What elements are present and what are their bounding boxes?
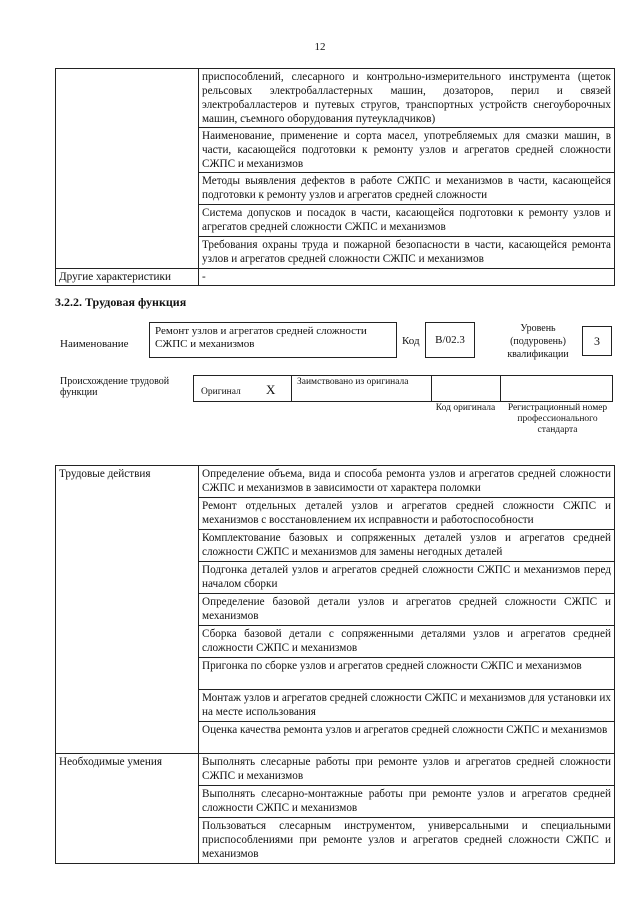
skill-item: Выполнять слесарно-монтажные работы при ремонте узлов и агрегатов средней сложности СЖПС и механизмов	[199, 786, 615, 818]
action-item: Определение базовой детали узлов и агрегатов средней сложности СЖПС и механизмов	[199, 594, 615, 626]
knowledge-item: Система допусков и посадок в части, касающейся подготовки к ремонту узлов и агрегатов средней сложности СЖПС и механизмов	[199, 205, 615, 237]
knowledge-label-cell	[56, 69, 199, 269]
action-item: Комплектование базовых и сопряженных деталей узлов и агрегатов средней сложности СЖПС и механизмов для замены негодных деталей	[199, 530, 615, 562]
knowledge-item: приспособлений, слесарного и контрольно-измерительного инструмента (щеток рельсовых электробалластерных машин, дозаторов, перил и связей электробалластеров и путевых стругов, транспортных устройств снегоуборочных машин, съемного оборудования путеукладчиков)	[199, 69, 615, 128]
table-row	[56, 269, 615, 286]
action-item: Пригонка по сборке узлов и агрегатов средней сложности СЖПС и механизмов	[199, 658, 615, 690]
action-item: Оценка качества ремонта узлов и агрегатов средней сложности СЖПС и механизмов	[199, 722, 615, 754]
function-name: Ремонт узлов и агрегатов средней сложности СЖПС и механизмов	[155, 325, 367, 350]
code-value: B/02.3	[435, 334, 465, 346]
original-mark: X	[266, 382, 276, 397]
origin-code-caption: Код оригинала	[435, 403, 496, 413]
name-value-box	[149, 322, 397, 358]
code-box	[425, 322, 475, 358]
action-item: Монтаж узлов и агрегатов средней сложности СЖПС и механизмов для установки их на месте использования	[199, 690, 615, 722]
origin-box	[193, 375, 613, 402]
table-row	[56, 754, 615, 786]
action-item: Ремонт отдельных деталей узлов и агрегатов средней сложности СЖПС и механизмов с восстановлением их исправности и работоспособности	[199, 498, 615, 530]
knowledge-item: Наименование, применение и сорта масел, употребляемых для смазки машин, в части, касающейся подготовки к ремонту узлов и агрегатов средней сложности СЖПС и механизмов	[199, 128, 615, 173]
function-table	[55, 465, 615, 864]
borrowed-label: Заимствовано из оригинала	[297, 377, 409, 387]
action-item: Определение объема, вида и способа ремонта узлов и агрегатов средней сложности СЖПС и механизмов в зависимости от характера поломки	[199, 466, 615, 498]
origin-label: Происхождение трудовой функции	[60, 376, 170, 398]
page-number: 12	[314, 41, 326, 53]
table-row	[56, 69, 615, 128]
knowledge-item: Методы выявления дефектов в работе СЖПС и механизмов в части, касающейся подготовки к ремонту узлов и агрегатов средней сложности	[199, 173, 615, 205]
skill-item: Выполнять слесарные работы при ремонте узлов и агрегатов средней сложности СЖПС и механизмов	[199, 754, 615, 786]
divider	[500, 376, 501, 401]
divider	[431, 376, 432, 401]
level-value: 3	[594, 334, 600, 348]
actions-label: Трудовые действия	[56, 466, 199, 754]
other-characteristics-value: -	[199, 269, 615, 286]
knowledge-table	[55, 68, 615, 286]
table-row	[56, 466, 615, 498]
original-label: Оригинал	[201, 387, 241, 397]
skill-item: Пользоваться слесарным инструментом, универсальными и специальными приспособлениями при ремонте узлов и агрегатов средней сложности СЖПС и механизмов	[199, 818, 615, 864]
reg-number-caption: Регистрационный номер профессионального стандарта	[507, 403, 608, 435]
skills-label: Необходимые умения	[56, 754, 199, 864]
action-item: Подгонка деталей узлов и агрегатов средней сложности СЖПС и механизмов перед началом сборки	[199, 562, 615, 594]
level-label: Уровень (подуровень) квалификации	[507, 323, 569, 360]
level-box	[582, 326, 612, 356]
divider	[291, 376, 292, 401]
other-characteristics-label: Другие характеристики	[56, 269, 199, 286]
knowledge-item: Требования охраны труда и пожарной безопасности в части, касающейся ремонта узлов и агрегатов средней сложности СЖПС и механизмов	[199, 237, 615, 269]
section-title: 3.2.2. Трудовая функция	[55, 295, 187, 309]
code-label: Код	[402, 335, 420, 347]
name-label: Наименование	[60, 338, 129, 350]
action-item: Сборка базовой детали с сопряженными деталями узлов и агрегатов средней сложности СЖПС и механизмов	[199, 626, 615, 658]
